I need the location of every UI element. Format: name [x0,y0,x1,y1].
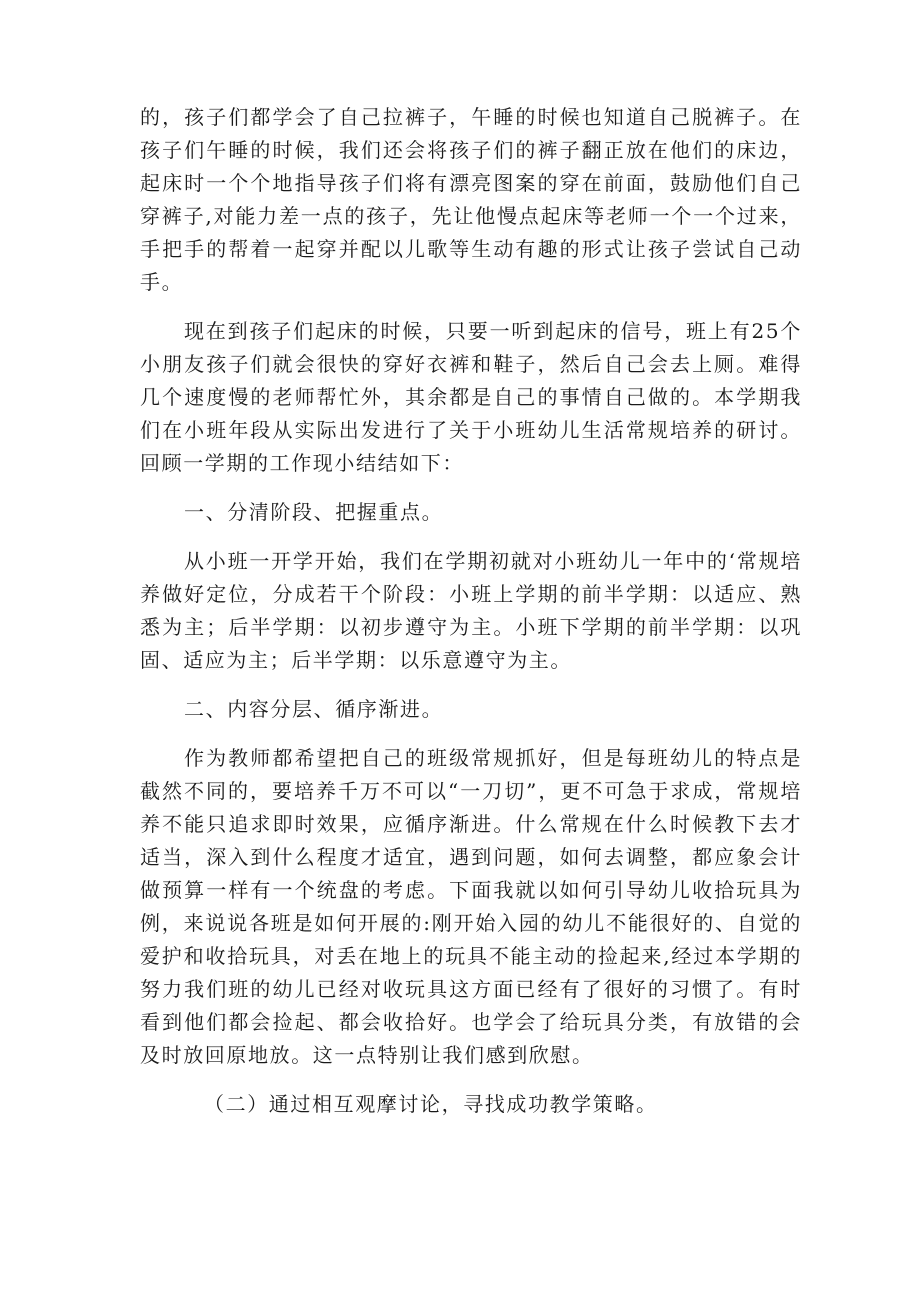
section-heading-stages: 一、分清阶段、把握重点。 [184,500,444,524]
paragraph-wakeup-routine: 现在到孩子们起床的时候，只要一听到起床的信号，班上有25个小朋友孩子们就会很快的穿好衣裤和鞋子，然后自己会去上厕。难得几个速度慢的老师帮忙外，其余都是自己的事情自己做的。本学期我们在小班年段从实际出发进行了关于小班幼儿生活常规培养的研讨。回顾一学期的工作现小结结如下： [140,319,802,475]
section-heading-content-layers: 二、内容分层、循序渐进。 [184,697,444,721]
paragraph-content-layers: 作为教师都希望把自己的班级常规抓好，但是每班幼儿的特点是截然不同的，要培养千万不可以“一刀切”，更不可急于求成，常规培养不能只追求即时效果，应循序渐进。什么常规在什么时候教下去才适当，深入到什么程度才适宜，遇到问题，如何去调整，都应象会计做预算一样有一个统盘的考虑。下面我就以如何引导幼儿收拾玩具为例，来说说各班是如何开展的:刚开始入园的幼儿不能很好的、自觉的爱护和收拾玩具，对丢在地上的玩具不能主动的捡起来,经过本学期的努力我们班的幼儿已经对收玩具这方面已经有了很好的习惯了。有时看到他们都会捡起、都会收拾好。也学会了给玩具分类，有放错的会及时放回原地放。这一点特别让我们感到欣慰。 [140,746,802,1067]
sub-heading-observation: （二）通过相互观摩讨论，寻找成功教学策略。 [204,1092,658,1116]
paragraph-continuation: 的，孩子们都学会了自己拉裤子，午睡的时候也知道自己脱裤子。在孩子们午睡的时候，我们还会将孩子们的裤子翻正放在他们的床边，起床时一个个地指导孩子们将有漂亮图案的穿在前面，鼓励他们自己穿裤子,对能力差一点的孩子，先让他慢点起床等老师一个一个过来，手把手的帮着一起穿并配以儿歌等生动有趣的形式让孩子尝试自己动手。 [140,105,802,294]
document-body [140,101,802,1121]
paragraph-stages: 从小班一开学开始，我们在学期初就对小班幼儿一年中的‘常规培养做好定位，分成若干个阶段：小班上学期的前半学期：以适应、熟悉为主；后半学期：以初步遵守为主。小班下学期的前半学期：以巩固、适应为主；后半学期：以乐意遵守为主。 [140,549,802,672]
